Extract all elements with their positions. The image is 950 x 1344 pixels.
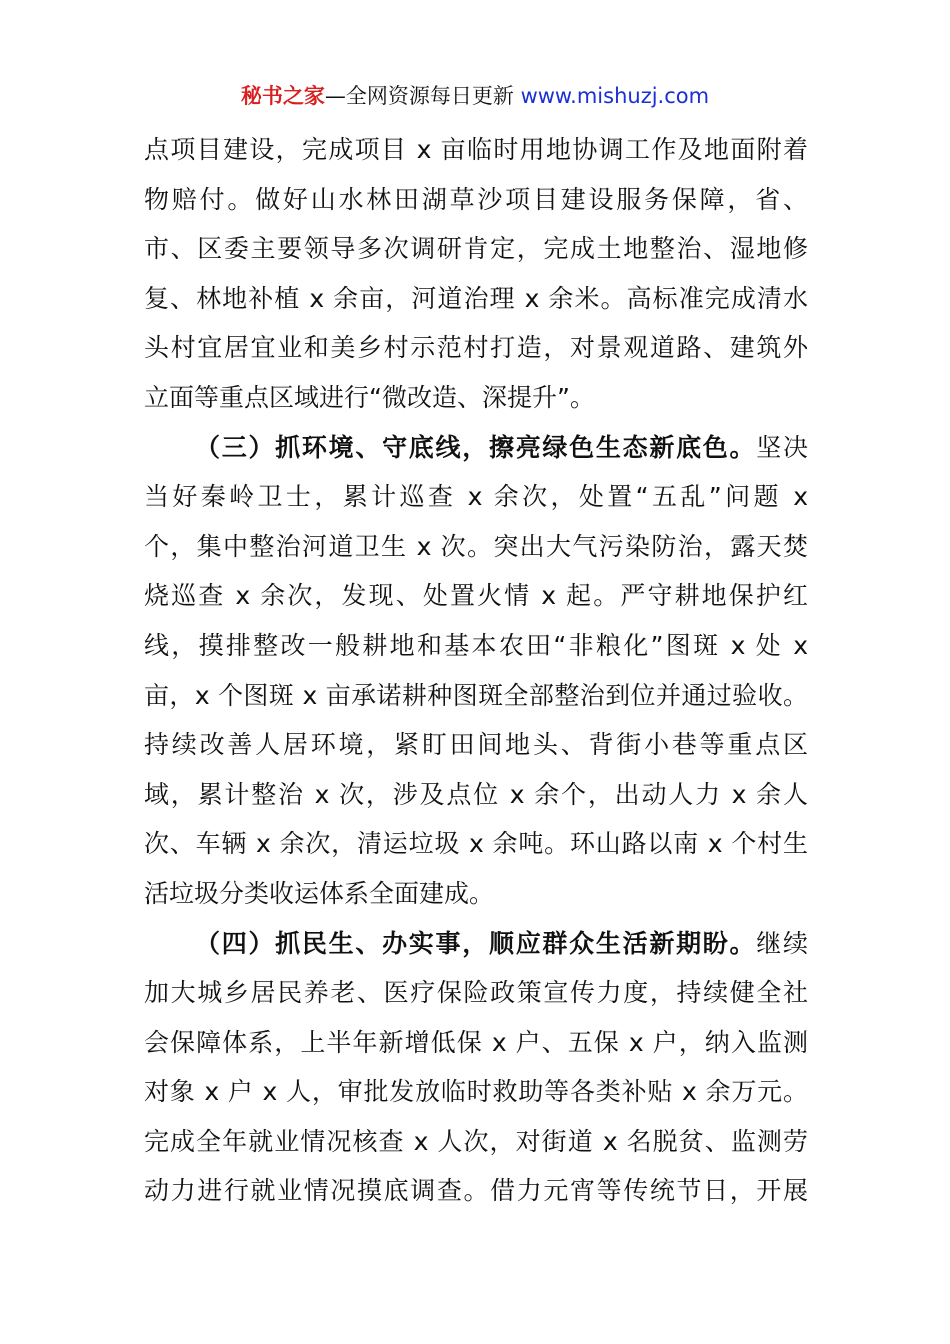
text-line: 头村宜居宜业和美乡村示范村打造，对景观道路、建筑外 — [144, 333, 808, 363]
header-tagline: —全网资源每日更新 — [324, 84, 521, 108]
text-line: 会保障体系，上半年新增低保 x 户、五保 x 户，纳入监测 — [144, 1027, 808, 1057]
section-3-first-line — [144, 423, 808, 473]
section-3-heading: （三）抓环境、守底线，擦亮绿色生态新底色。 — [195, 432, 757, 462]
site-url-link[interactable]: www.mishuzj.com — [520, 84, 710, 108]
section-4-first-line — [144, 919, 808, 969]
text-line: 亩，x 个图斑 x 亩承诺耕种图斑全部整治到位并通过验收。 — [144, 680, 808, 710]
section-3-first-line-rest: 坚决 — [756, 432, 808, 462]
text-line: 动力进行就业情况摸底调查。借力元宵等传统节日，开展 — [144, 1176, 808, 1206]
text-line: 域，累计整治 x 次，涉及点位 x 余个，出动人力 x 余人 — [144, 779, 808, 809]
text-line: 加大城乡居民养老、医疗保险政策宣传力度，持续健全社 — [144, 978, 808, 1008]
document-body — [144, 125, 808, 1216]
text-line: 活垃圾分类收运体系全面建成。 — [144, 878, 495, 908]
text-line: 个，集中整治河道卫生 x 次。突出大气污染防治，露天焚 — [144, 531, 808, 561]
text-line: 对象 x 户 x 人，审批发放临时救助等各类补贴 x 余万元。 — [144, 1077, 808, 1107]
page-header — [0, 80, 950, 112]
text-line: 立面等重点区域进行“微改造、深提升”。 — [144, 382, 595, 412]
text-line: 当好秦岭卫士，累计巡查 x 余次，处置“五乱”问题 x — [144, 482, 808, 512]
text-line: 点项目建设，完成项目 x 亩临时用地协调工作及地面附着 — [144, 135, 808, 164]
text-line: 市、区委主要领导多次调研肯定，完成土地整治、湿地修 — [144, 234, 808, 264]
text-line: 烧巡查 x 余次，发现、处置火情 x 起。严守耕地保护红 — [144, 581, 808, 611]
text-line: 持续改善人居环境，紧盯田间地头、背街小巷等重点区 — [144, 730, 808, 760]
text-line: 线，摸排整改一般耕地和基本农田“非粮化”图斑 x 处 x — [144, 630, 808, 660]
text-line: 完成全年就业情况核查 x 人次，对街道 x 名脱贫、监测劳 — [144, 1126, 808, 1156]
text-line: 复、林地补植 x 余亩，河道治理 x 余米。高标准完成清水 — [144, 283, 808, 313]
text-line: 物赔付。做好山水林田湖草沙项目建设服务保障，省、 — [144, 184, 808, 214]
brand-name: 秘书之家 — [240, 84, 325, 108]
section-4-heading: （四）抓民生、办实事，顺应群众生活新期盼。 — [195, 928, 757, 958]
text-line: 次、车辆 x 余次，清运垃圾 x 余吨。环山路以南 x 个村生 — [144, 829, 808, 859]
section-4-first-line-rest: 继续 — [756, 928, 808, 958]
